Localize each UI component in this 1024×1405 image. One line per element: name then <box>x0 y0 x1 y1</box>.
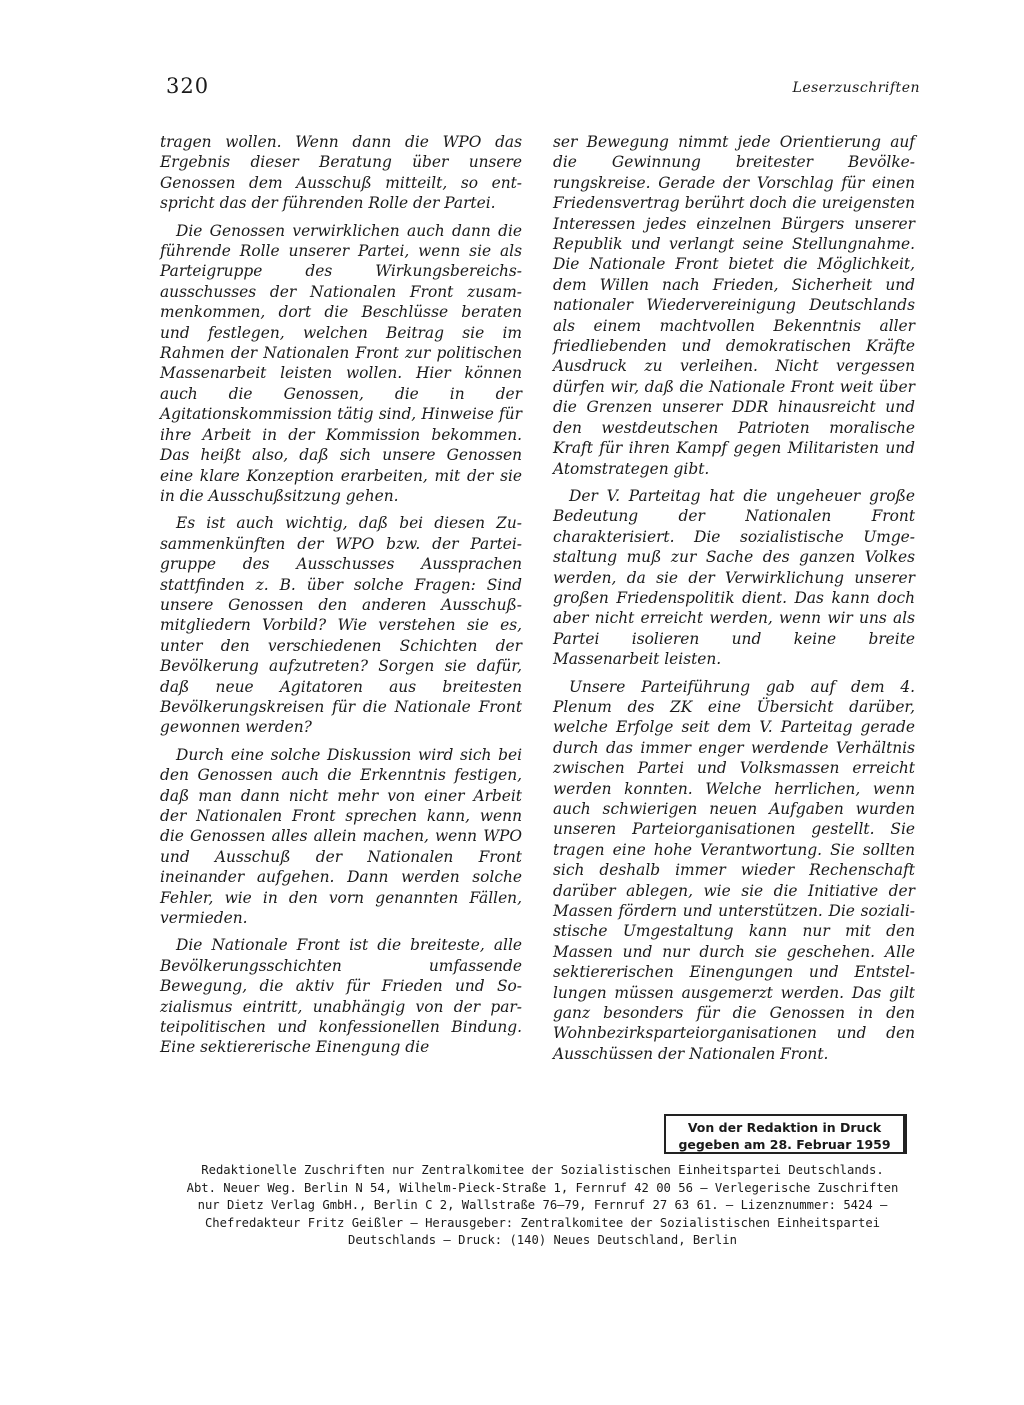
paragraph: Es ist auch wichtig, daß bei diesen Zusammenkünften der WPO bzw. der Parteigruppe des Ausschusses Aussprachen stattfinden z. B. über solche Fragen: Sind unsere Genossen den anderen Ausschußmitgliedern Vorbild? Wie verstehen sie es, unter den verschiedenen Schichten der Bevölkerung aufzutreten? Sorgen sie dafür, daß neue Agitatoren aus breitesten Bevölkerungskreisen für die Nationale Front gewonnen werden? <box>160 514 522 737</box>
imprint-line: Redaktionelle Zuschriften nur Zentralkomitee der Sozialistischen Einheitspartei Deutschlands. <box>201 1163 884 1177</box>
paragraph: ser Bewegung nimmt jede Orientierung auf die Gewinnung breitester Bevölkerungskreise. Gerade der Vorschlag für einen Friedensvertrag berührt doch die ureigensten Interessen jedes einzelnen Bürgers unserer Republik und verlangt seine Stellungnahme. Die Nationale Front bietet die Möglichkeit, dem Willen nach Frieden, Sicherheit und nationaler Wiedervereinigung Deutschlands als einem machtvollen Bekenntnis aller friedliebenden und demokratischen Kräfte Ausdruck zu verleihen. Nicht vergessen dürfen wir, daß die Nationale Front weit über die Grenzen unserer DDR hinausreicht und den westdeutschen Patrioten moralische Kraft für ihren Kampf gegen Militaristen und Atomstrategen gibt. <box>553 133 915 478</box>
right-column <box>553 132 915 1071</box>
imprint <box>160 1162 925 1250</box>
imprint-line: Deutschlands – Druck: (140) Neues Deutschland, Berlin <box>348 1233 737 1247</box>
imprint-line: Chefredakteur Fritz Geißler – Herausgeber: Zentralkomitee der Sozialistischen Einheitspartei <box>204 1215 881 1230</box>
paragraph: tragen wollen. Wenn dann die WPO das Ergebnis dieser Beratung über unsere Genossen dem Ausschuß mitteilt, so entspricht das der führenden Rolle der Partei. <box>160 133 522 213</box>
page-number: 320 <box>166 74 210 98</box>
imprint-line: Abt. Neuer Weg. Berlin N 54, Wilhelm-Pieck-Straße 1, Fernruf 42 00 56 – Verlegerische Zuschriften <box>186 1180 899 1195</box>
editorial-note-line: gegeben am 28. Februar 1959 <box>678 1137 891 1152</box>
imprint-line: nur Dietz Verlag GmbH., Berlin C 2, Wallstraße 76–79, Fernruf 27 63 61. – Lizenznummer: 5424 – <box>197 1198 888 1212</box>
paragraph: Die Nationale Front ist die breiteste, alle Bevölkerungsschichten umfassende Bewegung, die aktiv für Frieden und Sozialismus eintritt, unabhängig von der parteipolitischen und konfessionellen Bindung. Eine sektiererische Einengung die <box>160 936 522 1057</box>
left-column <box>160 132 522 1065</box>
paragraph: Die Genossen verwirklichen auch dann die führende Rolle unserer Partei, wenn sie als Parteigruppe des Wirkungsbereichsausschusses der Nationalen Front zusammenkommen, dort die Beschlüsse beraten und festlegen, welchen Beitrag sie im Rahmen der Nationalen Front zur politischen Massenarbeit leisten wollen. Hier können auch die Genossen, die in der Agitationskommission tätig sind, Hinweise für ihre Arbeit in der Kommission bekommen. Das heißt also, daß sich unsere Genossen eine klare Konzeption erarbeiten, mit der sie in die Ausschußsitzung gehen. <box>160 221 522 505</box>
editorial-note-box <box>664 1114 907 1154</box>
paragraph: Unsere Parteiführung gab auf dem 4. Plenum des ZK eine Übersicht darüber, welche Erfolge seit dem V. Parteitag gerade durch das immer enger werdende Verhältnis zwischen Partei und Volksmassen erreicht werden konnten. Welche herrlichen, wenn auch schwierigen neuen Aufgaben wurden unseren Parteiorganisationen gestellt. Sie tragen eine hohe Verantwortung. Sie sollten sich deshalb immer wieder Rechenschaft darüber ablegen, wie sie die Initiative der Massen fördern und unterstützen. Die sozialistische Umgestaltung kann nur mit den Massen und nur durch sie geschehen. Alle sektiererischen Einengungen und Entstellungen müssen ausgemerzt werden. Das gilt ganz besonders für die Genossen in den Wohnbezirksparteiorganisationen und den Ausschüssen der Nationalen Front. <box>553 677 915 1063</box>
paragraph: Durch eine solche Diskussion wird sich bei den Genossen auch die Erkenntnis festigen, daß man dann nicht mehr von einer Arbeit der Nationalen Front sprechen kann, wenn die Genossen alles allein machen, wenn WPO und Ausschuß der Nationalen Front ineinander aufgehen. Dann werden solche Fehler, wie in den vorn genannten Fällen, vermieden. <box>160 745 522 928</box>
editorial-note-line: Von der Redaktion in Druck <box>687 1120 882 1135</box>
running-head: Leserzuschriften <box>792 80 920 96</box>
paragraph: Der V. Parteitag hat die ungeheuer große Bedeutung der Nationalen Front charakterisiert. Die sozialistische Umgestaltung muß zur Sache des ganzen Volkes werden, da sie der Verwirklichung unserer großen Friedenspolitik dient. Das kann doch aber nicht erreicht werden, wenn wir uns als Partei isolieren und keine breite Massenarbeit leisten. <box>553 486 915 669</box>
